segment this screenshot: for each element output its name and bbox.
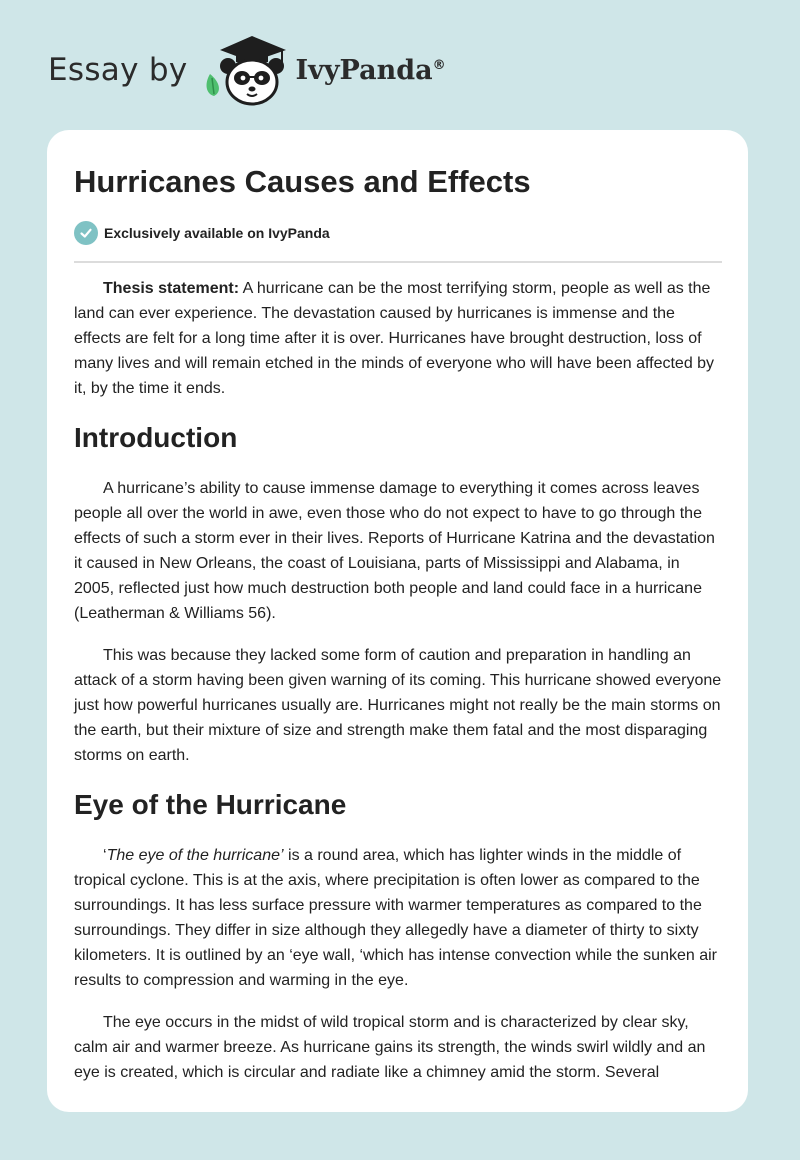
essay-body — [74, 276, 722, 1102]
brand-name: IvyPanda® — [295, 54, 446, 86]
checkmark-icon — [74, 221, 98, 245]
page-title: Hurricanes Causes and Effects — [74, 164, 531, 199]
exclusive-badge — [74, 221, 330, 245]
divider — [74, 261, 722, 263]
section-heading-introduction: Introduction — [74, 422, 238, 453]
paragraph: A hurricane’s ability to cause immense damage to everything it comes across leaves people all over the world in awe, even those who do not expect to have to go through the effects of such a storm ever in their lives. Reports of Hurricane Katrina and the devastation it caused in New Orleans, the coast of Louisiana, parts of Mississippi and Alabama, in 2005, reflected just how much destruction both people and land could face in a hurricane (Leatherman & Williams 56). — [74, 480, 715, 622]
section-heading-eye-of-hurricane: Eye of the Hurricane — [74, 789, 347, 820]
thesis-paragraph — [74, 276, 722, 401]
badge-label: Exclusively available on IvyPanda — [104, 225, 330, 241]
thesis-text: A hurricane can be the most terrifying storm, people as well as the land can ever experience. The devastation caused by hurricanes is immense and the effects are felt for a long time after it is over. Hurricanes have brought destruction, loss of many lives and will remain etched in the minds of everyone who will have been affected by it, by the time it ends. — [74, 280, 715, 397]
italic-term: The eye of the hurricane’ — [106, 847, 284, 864]
thesis-label: Thesis statement: — [103, 280, 240, 297]
paragraph: The eye occurs in the midst of wild tropical storm and is characterized by clear sky, calm air and warmer breeze. As hurricane gains its strength, the winds swirl wildly and an eye is created, which is circular and radiate like a chimney amid the storm. Several — [74, 1014, 706, 1081]
brand-prefix: Essay by — [48, 52, 188, 88]
essay-card — [47, 130, 748, 1112]
paragraph: ‘The eye of the hurricane’ is a round area, which has lighter winds in the middle of tropical cyclone. This is at the axis, where precipitation is often lower as compared to the surroundings. It has less surface pressure with warmer temperatures as compared to the surroundings. They differ in size although they allegedly have a diameter of thirty to sixty kilometers. It is outlined by an ‘eye wall, ‘which has intense convection while the sunken air results to compression and warming in the eye. — [74, 847, 717, 989]
registered-mark: ® — [432, 57, 446, 73]
brand-header[interactable] — [48, 30, 446, 110]
paragraph: This was because they lacked some form of caution and preparation in handling an attack of a storm having been given warning of its coming. This hurricane showed everyone just how powerful hurricanes usually are. Hurricanes might not really be the main storms on the earth, but their mixture of size and strength make them fatal and the most disparaging storms on earth. — [74, 647, 722, 764]
panda-graduate-icon — [202, 30, 294, 110]
